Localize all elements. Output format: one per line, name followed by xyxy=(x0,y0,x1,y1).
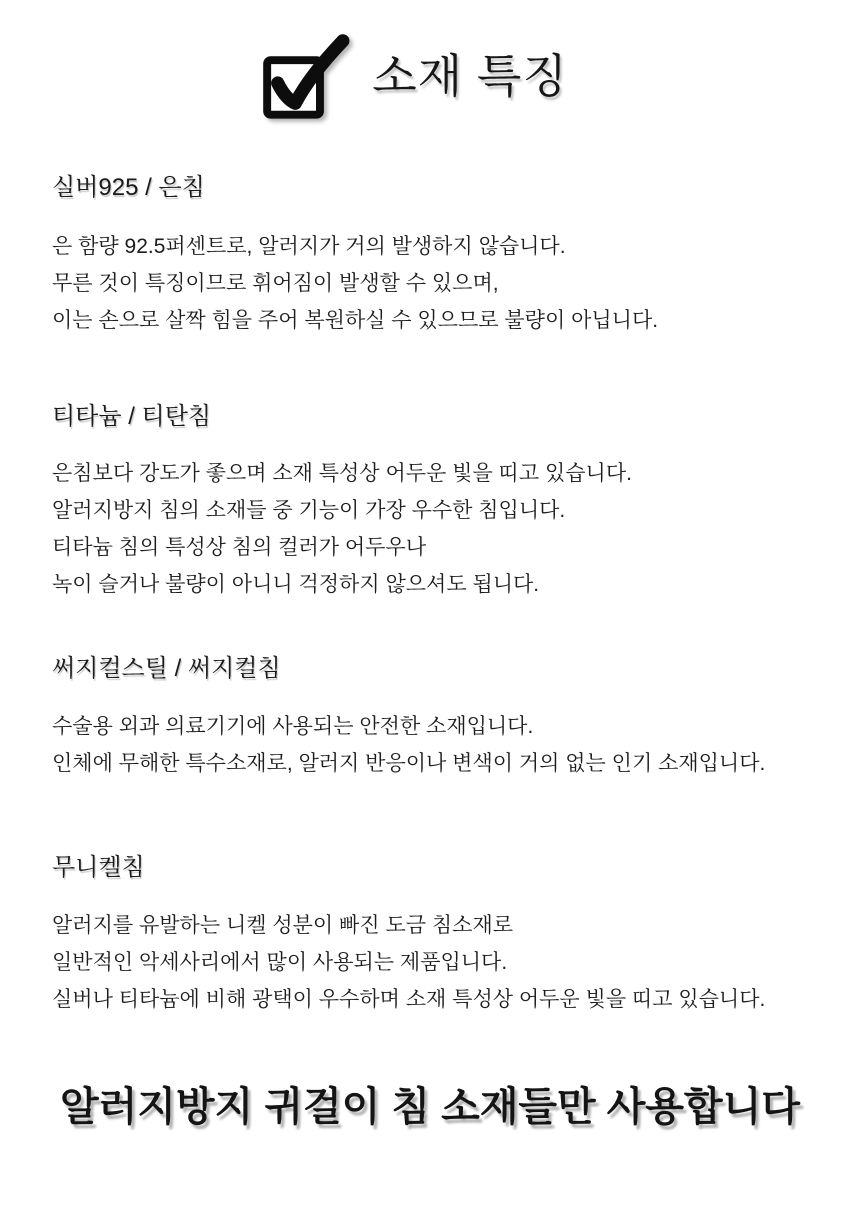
footer-statement: 알러지방지 귀걸이 침 소재들만 사용합니다 xyxy=(60,1085,800,1129)
checkbox-checked-icon xyxy=(256,32,354,120)
section-body-line: 이는 손으로 살짝 힘을 주어 복원하실 수 있으므로 불량이 아닙니다. xyxy=(52,309,659,332)
section-body-line: 무른 것이 특징이므로 휘어짐이 발생할 수 있으며, xyxy=(52,272,499,295)
section-surgical-steel xyxy=(52,655,830,782)
section-body-line: 알러지를 유발하는 니켈 성분이 빠진 도금 침소재로 xyxy=(52,914,514,937)
section-heading-silver925: 실버925 / 은침 xyxy=(52,174,205,201)
section-body-surgical-steel xyxy=(52,708,830,782)
section-body-line: 티타늄 침의 특성상 침의 컬러가 어두우나 xyxy=(52,536,427,559)
section-body-line: 알러지방지 침의 소재들 중 기능이 가장 우수한 침입니다. xyxy=(52,499,566,522)
material-features-page xyxy=(0,32,860,1232)
page-title: 소재 특징 xyxy=(372,50,568,102)
section-body-line: 실버나 티타늄에 비해 광택이 우수하며 소재 특성상 어두운 빛을 띠고 있습니다. xyxy=(52,988,766,1011)
section-body-silver925 xyxy=(52,228,830,339)
sections-content xyxy=(0,174,860,1018)
section-body-line: 녹이 슬거나 불량이 아니니 걱정하지 않으셔도 됩니다. xyxy=(52,573,540,596)
page-title-row xyxy=(0,32,842,120)
section-body-line: 인체에 무해한 특수소재로, 알러지 반응이나 변색이 거의 없는 인기 소재입니다. xyxy=(52,752,766,775)
section-body-line: 은침보다 강도가 좋으며 소재 특성상 어두운 빛을 띠고 있습니다. xyxy=(52,462,632,485)
section-body-line: 수술용 외과 의료기기에 사용되는 안전한 소재입니다. xyxy=(52,715,534,738)
section-titanium xyxy=(52,403,830,603)
section-body-line: 일반적인 악세사리에서 많이 사용되는 제품입니다. xyxy=(52,951,508,974)
section-silver925 xyxy=(52,174,830,339)
section-body-titanium xyxy=(52,455,830,603)
section-heading-surgical-steel: 써지컬스틸 / 써지컬침 xyxy=(52,655,281,682)
section-body-nickel-free xyxy=(52,907,830,1018)
section-heading-titanium: 티타늄 / 티탄침 xyxy=(52,403,212,430)
section-heading-nickel-free: 무니켈침 xyxy=(52,854,145,881)
section-nickel-free xyxy=(52,854,830,1018)
section-body-line: 은 함량 92.5퍼센트로, 알러지가 거의 발생하지 않습니다. xyxy=(52,235,566,258)
